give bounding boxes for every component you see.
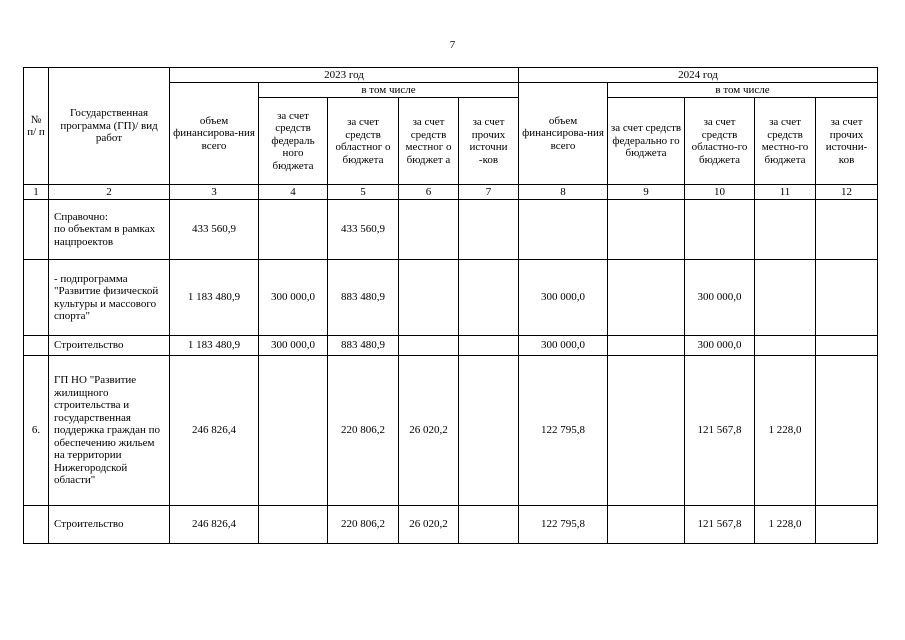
value-cell bbox=[816, 200, 878, 260]
value-cell bbox=[519, 200, 608, 260]
value-cell bbox=[459, 506, 519, 544]
row-number bbox=[24, 260, 49, 336]
value-cell bbox=[399, 336, 459, 356]
value-cell: 26 020,2 bbox=[399, 356, 459, 506]
row-name: Строительство bbox=[49, 506, 170, 544]
value-cell bbox=[399, 200, 459, 260]
table-row bbox=[24, 260, 878, 336]
row-number bbox=[24, 506, 49, 544]
value-cell: 883 480,9 bbox=[328, 260, 399, 336]
value-cell: 300 000,0 bbox=[685, 260, 755, 336]
value-cell bbox=[608, 200, 685, 260]
column-number-row bbox=[24, 185, 878, 200]
value-cell: 300 000,0 bbox=[259, 260, 328, 336]
column-number: 1 bbox=[24, 185, 49, 200]
row-number bbox=[24, 336, 49, 356]
row-number bbox=[24, 200, 49, 260]
column-number: 4 bbox=[259, 185, 328, 200]
row-number: 6. bbox=[24, 356, 49, 506]
column-number: 6 bbox=[399, 185, 459, 200]
header-federal-2024: за счет средств федерально го бюджета bbox=[608, 98, 685, 185]
row-name: ГП НО "Развитие жилищного строительства и государственная поддержка граждан по обеспечению жильем на территории Нижегородской области" bbox=[49, 356, 170, 506]
value-cell bbox=[755, 200, 816, 260]
row-name: Справочно: по объектам в рамках нацпроектов bbox=[49, 200, 170, 260]
value-cell bbox=[459, 260, 519, 336]
value-cell bbox=[816, 336, 878, 356]
value-cell bbox=[459, 336, 519, 356]
value-cell: 1 183 480,9 bbox=[170, 260, 259, 336]
value-cell: 122 795,8 bbox=[519, 356, 608, 506]
value-cell: 220 806,2 bbox=[328, 356, 399, 506]
value-cell: 433 560,9 bbox=[328, 200, 399, 260]
value-cell bbox=[608, 336, 685, 356]
table-row bbox=[24, 200, 878, 260]
row-name: Строительство bbox=[49, 336, 170, 356]
value-cell bbox=[459, 200, 519, 260]
column-number: 7 bbox=[459, 185, 519, 200]
financing-table bbox=[23, 67, 878, 544]
value-cell: 1 228,0 bbox=[755, 506, 816, 544]
header-including-2024: в том числе bbox=[608, 83, 878, 98]
value-cell: 1 183 480,9 bbox=[170, 336, 259, 356]
column-number: 10 bbox=[685, 185, 755, 200]
value-cell bbox=[259, 506, 328, 544]
header-federal-2023: за счет средств федераль ного бюджета bbox=[259, 98, 328, 185]
value-cell: 433 560,9 bbox=[170, 200, 259, 260]
table-row bbox=[24, 506, 878, 544]
column-number: 12 bbox=[816, 185, 878, 200]
header-total-2024: объем финансирова-ния всего bbox=[519, 83, 608, 185]
value-cell: 220 806,2 bbox=[328, 506, 399, 544]
value-cell: 300 000,0 bbox=[259, 336, 328, 356]
value-cell bbox=[259, 200, 328, 260]
header-other-2023: за счет прочих источни -ков bbox=[459, 98, 519, 185]
value-cell: 300 000,0 bbox=[685, 336, 755, 356]
value-cell: 246 826,4 bbox=[170, 506, 259, 544]
value-cell: 121 567,8 bbox=[685, 356, 755, 506]
value-cell bbox=[608, 356, 685, 506]
page-number: 7 bbox=[449, 39, 456, 51]
value-cell: 300 000,0 bbox=[519, 260, 608, 336]
value-cell: 122 795,8 bbox=[519, 506, 608, 544]
table-row bbox=[24, 356, 878, 506]
value-cell bbox=[399, 260, 459, 336]
header-including-2023: в том числе bbox=[259, 83, 519, 98]
value-cell bbox=[685, 200, 755, 260]
column-number: 2 bbox=[49, 185, 170, 200]
value-cell: 883 480,9 bbox=[328, 336, 399, 356]
value-cell bbox=[608, 506, 685, 544]
value-cell bbox=[816, 506, 878, 544]
header-regional-2024: за счет средств областно-го бюджета bbox=[685, 98, 755, 185]
column-number: 9 bbox=[608, 185, 685, 200]
value-cell: 300 000,0 bbox=[519, 336, 608, 356]
header-local-2023: за счет средств местног о бюджет а bbox=[399, 98, 459, 185]
header-year-2024: 2024 год bbox=[519, 68, 878, 83]
column-number: 5 bbox=[328, 185, 399, 200]
header-regional-2023: за счет средств областног о бюджета bbox=[328, 98, 399, 185]
column-number: 3 bbox=[170, 185, 259, 200]
header-other-2024: за счет прочих источни-ков bbox=[816, 98, 878, 185]
header-col-name: Государственная программа (ГП)/ вид работ bbox=[49, 68, 170, 185]
value-cell bbox=[816, 260, 878, 336]
column-number: 11 bbox=[755, 185, 816, 200]
value-cell bbox=[755, 336, 816, 356]
header-local-2024: за счет средств местно-го бюджета bbox=[755, 98, 816, 185]
column-number: 8 bbox=[519, 185, 608, 200]
header-total-2023: объем финансирова-ния всего bbox=[170, 83, 259, 185]
value-cell bbox=[816, 356, 878, 506]
value-cell bbox=[755, 260, 816, 336]
header-year-2023: 2023 год bbox=[170, 68, 519, 83]
table-row bbox=[24, 336, 878, 356]
header-col-no: № п/ п bbox=[24, 68, 49, 185]
value-cell: 246 826,4 bbox=[170, 356, 259, 506]
value-cell: 26 020,2 bbox=[399, 506, 459, 544]
value-cell bbox=[608, 260, 685, 336]
row-name: - подпрограмма "Развитие физической культуры и массового спорта" bbox=[49, 260, 170, 336]
value-cell: 121 567,8 bbox=[685, 506, 755, 544]
value-cell: 1 228,0 bbox=[755, 356, 816, 506]
value-cell bbox=[459, 356, 519, 506]
value-cell bbox=[259, 356, 328, 506]
